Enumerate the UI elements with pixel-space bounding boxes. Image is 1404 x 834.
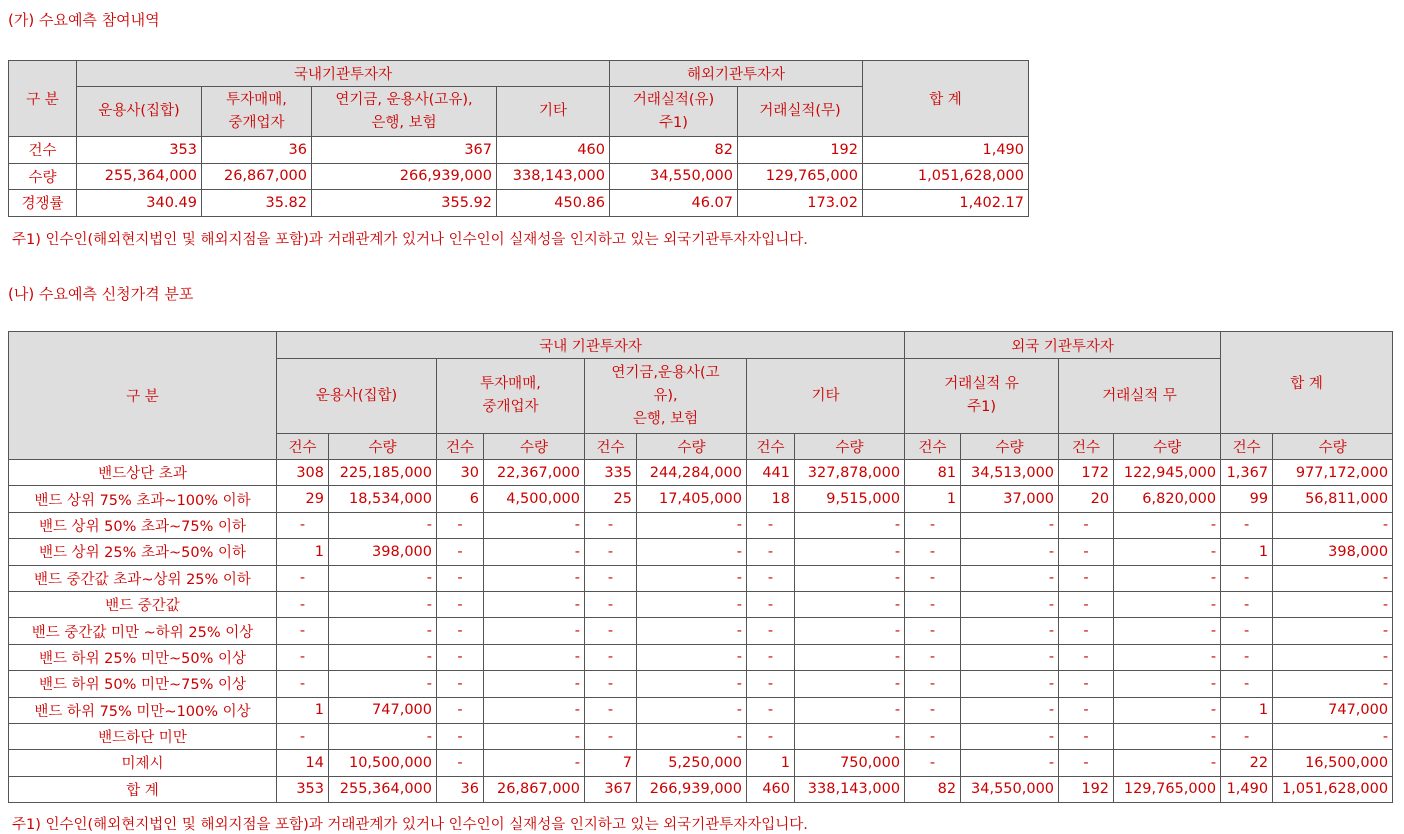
cell-value: - bbox=[905, 644, 961, 670]
cell-value: - bbox=[1273, 565, 1393, 591]
header-foreign: 해외기관투자자 bbox=[610, 61, 863, 87]
table-row bbox=[9, 697, 1393, 723]
cell-value: - bbox=[484, 671, 585, 697]
cell-value: - bbox=[1221, 512, 1273, 538]
group-header: 거래실적 유 주1) bbox=[905, 359, 1059, 434]
table-row bbox=[9, 723, 1393, 749]
cell-value: 56,811,000 bbox=[1273, 486, 1393, 512]
table-row bbox=[9, 539, 1393, 565]
row-label: 밴드 상위 25% 초과~50% 이하 bbox=[9, 539, 277, 565]
row-label: 밴드 하위 50% 미만~75% 이상 bbox=[9, 671, 277, 697]
cell-value: 26,867,000 bbox=[484, 776, 585, 802]
cell-value: 353 bbox=[277, 776, 329, 802]
cell-value: 37,000 bbox=[961, 486, 1059, 512]
row-label: 밴드하단 미만 bbox=[9, 723, 277, 749]
cell-value: 355.92 bbox=[312, 190, 497, 217]
cell-value: 308 bbox=[277, 460, 329, 486]
row-label: 수량 bbox=[9, 163, 77, 190]
row-label: 밴드 하위 75% 미만~100% 이상 bbox=[9, 697, 277, 723]
cell-value: 750,000 bbox=[795, 750, 905, 776]
cell-value: 22,367,000 bbox=[484, 460, 585, 486]
cell-value: - bbox=[637, 591, 747, 617]
cell-value: 99 bbox=[1221, 486, 1273, 512]
cell-value: - bbox=[1059, 565, 1114, 591]
cell-value: 398,000 bbox=[329, 539, 437, 565]
cell-value: - bbox=[437, 723, 484, 749]
row-label: 밴드 중간값 미만 ~하위 25% 이상 bbox=[9, 618, 277, 644]
cell-value: - bbox=[277, 723, 329, 749]
header-total: 합 계 bbox=[863, 61, 1029, 137]
header-foreign: 외국 기관투자자 bbox=[905, 332, 1221, 359]
group-header: 연기금,운용사(고 유), 은행, 보험 bbox=[585, 359, 747, 434]
count-header: 건수 bbox=[437, 434, 484, 460]
cell-value: - bbox=[1221, 591, 1273, 617]
cell-value: - bbox=[747, 539, 795, 565]
cell-value: - bbox=[1114, 618, 1221, 644]
cell-value: - bbox=[1114, 671, 1221, 697]
cell-value: - bbox=[1059, 750, 1114, 776]
header-total: 합 계 bbox=[1221, 332, 1393, 434]
section-b-title: (나) 수요예측 신청가격 분포 bbox=[8, 285, 194, 303]
table-row bbox=[9, 137, 1029, 164]
cell-value: 10,500,000 bbox=[329, 750, 437, 776]
cell-value: 34,550,000 bbox=[961, 776, 1059, 802]
cell-value: - bbox=[905, 723, 961, 749]
cell-value: 30 bbox=[437, 460, 484, 486]
count-header: 건수 bbox=[1221, 434, 1273, 460]
cell-value: - bbox=[961, 618, 1059, 644]
cell-value: 7 bbox=[585, 750, 637, 776]
cell-value: - bbox=[961, 697, 1059, 723]
header-gubun: 구 분 bbox=[9, 332, 277, 460]
cell-value: - bbox=[961, 591, 1059, 617]
cell-value: - bbox=[905, 750, 961, 776]
cell-value: 340.49 bbox=[77, 190, 202, 217]
cell-value: - bbox=[747, 723, 795, 749]
cell-value: - bbox=[961, 512, 1059, 538]
section-a-footnote: 주1) 인수인(해외현지법인 및 해외지점을 포함)과 거래관계가 있거나 인수인이 실재성을 인지하고 있는 외국기관투자자입니다. bbox=[12, 232, 808, 248]
cell-value: 327,878,000 bbox=[795, 460, 905, 486]
cell-value: 122,945,000 bbox=[1114, 460, 1221, 486]
subheader-col: 연기금, 운용사(고유), 은행, 보험 bbox=[312, 87, 497, 137]
cell-value: 460 bbox=[747, 776, 795, 802]
row-label: 건수 bbox=[9, 137, 77, 164]
table-row bbox=[9, 591, 1393, 617]
cell-value: 6,820,000 bbox=[1114, 486, 1221, 512]
cell-value: - bbox=[585, 697, 637, 723]
group-header: 투자매매, 중개업자 bbox=[437, 359, 585, 434]
table-row bbox=[9, 776, 1393, 802]
cell-value: - bbox=[747, 671, 795, 697]
cell-value: 36 bbox=[202, 137, 312, 164]
cell-value: - bbox=[1059, 539, 1114, 565]
cell-value: - bbox=[637, 618, 747, 644]
cell-value: 1 bbox=[747, 750, 795, 776]
cell-value: - bbox=[1221, 618, 1273, 644]
cell-value: - bbox=[637, 723, 747, 749]
cell-value: - bbox=[1221, 644, 1273, 670]
cell-value: - bbox=[905, 671, 961, 697]
cell-value: - bbox=[905, 591, 961, 617]
header-gubun: 구 분 bbox=[9, 61, 77, 137]
cell-value: - bbox=[637, 512, 747, 538]
cell-value: - bbox=[637, 671, 747, 697]
cell-value: - bbox=[961, 644, 1059, 670]
cell-value: - bbox=[1059, 671, 1114, 697]
cell-value: 46.07 bbox=[610, 190, 738, 217]
cell-value: 338,143,000 bbox=[795, 776, 905, 802]
cell-value: - bbox=[585, 512, 637, 538]
cell-value: 81 bbox=[905, 460, 961, 486]
section-b-footnote: 주1) 인수인(해외현지법인 및 해외지점을 포함)과 거래관계가 있거나 인수인이 실재성을 인지하고 있는 외국기관투자자입니다. bbox=[12, 817, 808, 833]
cell-value: - bbox=[747, 591, 795, 617]
row-label: 경쟁률 bbox=[9, 190, 77, 217]
cell-value: 29 bbox=[277, 486, 329, 512]
cell-value: 367 bbox=[585, 776, 637, 802]
cell-value: - bbox=[437, 591, 484, 617]
cell-value: 266,939,000 bbox=[637, 776, 747, 802]
cell-value: - bbox=[795, 565, 905, 591]
cell-value: 338,143,000 bbox=[497, 163, 610, 190]
cell-value: - bbox=[747, 644, 795, 670]
cell-value: 1,051,628,000 bbox=[1273, 776, 1393, 802]
cell-value: - bbox=[484, 697, 585, 723]
cell-value: 82 bbox=[905, 776, 961, 802]
cell-value: - bbox=[1273, 671, 1393, 697]
table-row bbox=[9, 618, 1393, 644]
cell-value: - bbox=[329, 618, 437, 644]
cell-value: - bbox=[437, 565, 484, 591]
cell-value: - bbox=[1059, 512, 1114, 538]
table-row bbox=[9, 486, 1393, 512]
cell-value: 173.02 bbox=[738, 190, 863, 217]
header-domestic: 국내기관투자자 bbox=[77, 61, 610, 87]
count-header: 건수 bbox=[747, 434, 795, 460]
cell-value: - bbox=[484, 591, 585, 617]
row-label: 밴드 중간값 bbox=[9, 591, 277, 617]
cell-value: - bbox=[277, 644, 329, 670]
cell-value: - bbox=[329, 644, 437, 670]
cell-value: - bbox=[484, 539, 585, 565]
cell-value: - bbox=[1059, 644, 1114, 670]
cell-value: - bbox=[329, 723, 437, 749]
table-row bbox=[9, 644, 1393, 670]
row-label: 밴드 상위 50% 초과~75% 이하 bbox=[9, 512, 277, 538]
cell-value: - bbox=[637, 565, 747, 591]
cell-value: - bbox=[961, 539, 1059, 565]
cell-value: 6 bbox=[437, 486, 484, 512]
cell-value: - bbox=[437, 539, 484, 565]
cell-value: - bbox=[905, 512, 961, 538]
cell-value: - bbox=[585, 565, 637, 591]
cell-value: 441 bbox=[747, 460, 795, 486]
cell-value: 747,000 bbox=[329, 697, 437, 723]
cell-value: - bbox=[1273, 723, 1393, 749]
subheader-col: 투자매매, 중개업자 bbox=[202, 87, 312, 137]
count-header: 건수 bbox=[905, 434, 961, 460]
row-label: 밴드 상위 75% 초과~100% 이하 bbox=[9, 486, 277, 512]
cell-value: - bbox=[1273, 618, 1393, 644]
cell-value: - bbox=[277, 591, 329, 617]
cell-value: - bbox=[484, 565, 585, 591]
cell-value: 36 bbox=[437, 776, 484, 802]
cell-value: 977,172,000 bbox=[1273, 460, 1393, 486]
cell-value: - bbox=[484, 750, 585, 776]
cell-value: - bbox=[795, 671, 905, 697]
cell-value: - bbox=[1114, 644, 1221, 670]
cell-value: 129,765,000 bbox=[1114, 776, 1221, 802]
cell-value: 5,250,000 bbox=[637, 750, 747, 776]
cell-value: 1 bbox=[905, 486, 961, 512]
cell-value: - bbox=[905, 618, 961, 644]
cell-value: - bbox=[747, 618, 795, 644]
cell-value: - bbox=[795, 697, 905, 723]
cell-value: - bbox=[747, 512, 795, 538]
cell-value: - bbox=[484, 723, 585, 749]
cell-value: - bbox=[484, 512, 585, 538]
cell-value: - bbox=[1114, 565, 1221, 591]
cell-value: 129,765,000 bbox=[738, 163, 863, 190]
cell-value: - bbox=[795, 591, 905, 617]
cell-value: - bbox=[747, 565, 795, 591]
cell-value: - bbox=[1273, 512, 1393, 538]
cell-value: 244,284,000 bbox=[637, 460, 747, 486]
cell-value: 747,000 bbox=[1273, 697, 1393, 723]
cell-value: 266,939,000 bbox=[312, 163, 497, 190]
cell-value: - bbox=[1114, 591, 1221, 617]
cell-value: - bbox=[437, 618, 484, 644]
cell-value: - bbox=[905, 697, 961, 723]
cell-value: 255,364,000 bbox=[77, 163, 202, 190]
cell-value: 1 bbox=[1221, 539, 1273, 565]
cell-value: - bbox=[905, 565, 961, 591]
cell-value: 25 bbox=[585, 486, 637, 512]
subheader-col: 거래실적(유) 주1) bbox=[610, 87, 738, 137]
subheader-col: 기타 bbox=[497, 87, 610, 137]
cell-value: 18,534,000 bbox=[329, 486, 437, 512]
cell-value: - bbox=[1114, 723, 1221, 749]
cell-value: - bbox=[437, 671, 484, 697]
subheader-col: 거래실적(무) bbox=[738, 87, 863, 137]
cell-value: 1,402.17 bbox=[863, 190, 1029, 217]
cell-value: 1,367 bbox=[1221, 460, 1273, 486]
group-header: 기타 bbox=[747, 359, 905, 434]
cell-value: - bbox=[961, 671, 1059, 697]
cell-value: - bbox=[585, 618, 637, 644]
cell-value: - bbox=[905, 539, 961, 565]
cell-value: - bbox=[585, 591, 637, 617]
cell-value: - bbox=[484, 618, 585, 644]
table-row bbox=[9, 460, 1393, 486]
table-row bbox=[9, 565, 1393, 591]
cell-value: - bbox=[484, 644, 585, 670]
quantity-header: 수량 bbox=[637, 434, 747, 460]
subheader-col: 운용사(집합) bbox=[77, 87, 202, 137]
cell-value: - bbox=[1221, 671, 1273, 697]
cell-value: - bbox=[637, 539, 747, 565]
quantity-header: 수량 bbox=[484, 434, 585, 460]
cell-value: - bbox=[795, 723, 905, 749]
table-row bbox=[9, 163, 1029, 190]
cell-value: 255,364,000 bbox=[329, 776, 437, 802]
header-domestic: 국내 기관투자자 bbox=[277, 332, 905, 359]
cell-value: - bbox=[1114, 512, 1221, 538]
count-header: 건수 bbox=[1059, 434, 1114, 460]
cell-value: 22 bbox=[1221, 750, 1273, 776]
count-header: 건수 bbox=[277, 434, 329, 460]
cell-value: - bbox=[1059, 591, 1114, 617]
quantity-header: 수량 bbox=[961, 434, 1059, 460]
cell-value: - bbox=[277, 671, 329, 697]
cell-value: - bbox=[437, 512, 484, 538]
demand-forecast-participation-table bbox=[8, 60, 1029, 217]
cell-value: - bbox=[1114, 539, 1221, 565]
cell-value: - bbox=[585, 723, 637, 749]
quantity-header: 수량 bbox=[795, 434, 905, 460]
cell-value: 1,051,628,000 bbox=[863, 163, 1029, 190]
cell-value: - bbox=[329, 565, 437, 591]
section-a-title: (가) 수요예측 참여내역 bbox=[8, 11, 160, 29]
cell-value: - bbox=[961, 750, 1059, 776]
cell-value: - bbox=[747, 697, 795, 723]
cell-value: - bbox=[961, 565, 1059, 591]
cell-value: - bbox=[329, 591, 437, 617]
row-label: 밴드상단 초과 bbox=[9, 460, 277, 486]
cell-value: 9,515,000 bbox=[795, 486, 905, 512]
cell-value: - bbox=[795, 512, 905, 538]
cell-value: - bbox=[277, 565, 329, 591]
cell-value: 1 bbox=[1221, 697, 1273, 723]
cell-value: - bbox=[277, 512, 329, 538]
cell-value: - bbox=[1221, 723, 1273, 749]
row-label: 밴드 중간값 초과~상위 25% 이하 bbox=[9, 565, 277, 591]
cell-value: 35.82 bbox=[202, 190, 312, 217]
cell-value: 1,490 bbox=[863, 137, 1029, 164]
quantity-header: 수량 bbox=[1114, 434, 1221, 460]
cell-value: - bbox=[1114, 697, 1221, 723]
cell-value: 26,867,000 bbox=[202, 163, 312, 190]
cell-value: - bbox=[329, 512, 437, 538]
table-row bbox=[9, 512, 1393, 538]
cell-value: 1 bbox=[277, 539, 329, 565]
cell-value: - bbox=[1221, 565, 1273, 591]
quantity-header: 수량 bbox=[1273, 434, 1393, 460]
row-label: 미제시 bbox=[9, 750, 277, 776]
cell-value: - bbox=[795, 618, 905, 644]
cell-value: 18 bbox=[747, 486, 795, 512]
cell-value: 34,513,000 bbox=[961, 460, 1059, 486]
cell-value: 192 bbox=[1059, 776, 1114, 802]
cell-value: - bbox=[1059, 618, 1114, 644]
cell-value: 17,405,000 bbox=[637, 486, 747, 512]
cell-value: - bbox=[585, 644, 637, 670]
group-header: 거래실적 무 bbox=[1059, 359, 1221, 434]
row-label: 밴드 하위 25% 미만~50% 이상 bbox=[9, 644, 277, 670]
cell-value: - bbox=[795, 644, 905, 670]
cell-value: 192 bbox=[738, 137, 863, 164]
cell-value: - bbox=[329, 671, 437, 697]
cell-value: - bbox=[637, 697, 747, 723]
cell-value: 460 bbox=[497, 137, 610, 164]
cell-value: 1 bbox=[277, 697, 329, 723]
cell-value: 82 bbox=[610, 137, 738, 164]
cell-value: 16,500,000 bbox=[1273, 750, 1393, 776]
cell-value: - bbox=[1114, 750, 1221, 776]
cell-value: - bbox=[1273, 644, 1393, 670]
cell-value: - bbox=[277, 618, 329, 644]
cell-value: - bbox=[437, 750, 484, 776]
cell-value: 450.86 bbox=[497, 190, 610, 217]
table-row bbox=[9, 671, 1393, 697]
cell-value: 335 bbox=[585, 460, 637, 486]
cell-value: - bbox=[1273, 591, 1393, 617]
cell-value: - bbox=[437, 644, 484, 670]
cell-value: 1,490 bbox=[1221, 776, 1273, 802]
cell-value: 225,185,000 bbox=[329, 460, 437, 486]
cell-value: 172 bbox=[1059, 460, 1114, 486]
table-row bbox=[9, 190, 1029, 217]
row-label: 합 계 bbox=[9, 776, 277, 802]
cell-value: - bbox=[637, 644, 747, 670]
cell-value: - bbox=[1059, 723, 1114, 749]
cell-value: 14 bbox=[277, 750, 329, 776]
cell-value: - bbox=[795, 539, 905, 565]
cell-value: 367 bbox=[312, 137, 497, 164]
cell-value: 20 bbox=[1059, 486, 1114, 512]
cell-value: 34,550,000 bbox=[610, 163, 738, 190]
price-distribution-table bbox=[8, 331, 1393, 803]
cell-value: 4,500,000 bbox=[484, 486, 585, 512]
quantity-header: 수량 bbox=[329, 434, 437, 460]
cell-value: - bbox=[437, 697, 484, 723]
cell-value: - bbox=[961, 723, 1059, 749]
table-row bbox=[9, 750, 1393, 776]
cell-value: - bbox=[585, 671, 637, 697]
cell-value: - bbox=[1059, 697, 1114, 723]
group-header: 운용사(집합) bbox=[277, 359, 437, 434]
count-header: 건수 bbox=[585, 434, 637, 460]
cell-value: - bbox=[585, 539, 637, 565]
cell-value: 398,000 bbox=[1273, 539, 1393, 565]
cell-value: 353 bbox=[77, 137, 202, 164]
